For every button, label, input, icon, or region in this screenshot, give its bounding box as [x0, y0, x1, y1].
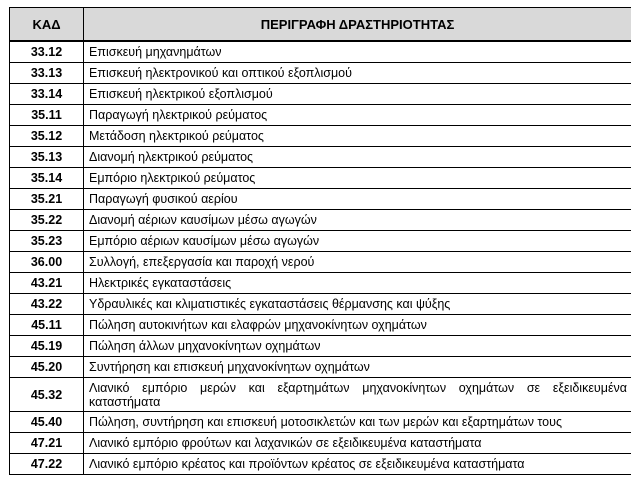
row-code: 43.22 — [10, 294, 84, 315]
row-description: Διανομή ηλεκτρικού ρεύματος — [84, 147, 632, 168]
row-description: Επισκευή ηλεκτρικού εξοπλισμού — [84, 84, 632, 105]
table-row — [10, 336, 632, 357]
activity-codes-sheet — [9, 7, 631, 484]
table-row — [10, 273, 632, 294]
row-description: Λιανικό εμπόριο φρούτων και λαχανικών σε εξειδικευμένα καταστήματα — [84, 433, 632, 454]
row-code: 33.14 — [10, 84, 84, 105]
row-code: 45.40 — [10, 412, 84, 433]
header-code: ΚΑΔ — [10, 8, 84, 42]
table-row — [10, 433, 632, 454]
header-row — [10, 8, 632, 42]
row-description: Ηλεκτρικές εγκαταστάσεις — [84, 273, 632, 294]
row-description: Επισκευή ηλεκτρονικού και οπτικού εξοπλισμού — [84, 63, 632, 84]
table-row — [10, 294, 632, 315]
row-code: 43.21 — [10, 273, 84, 294]
row-description: Επισκευή μηχανημάτων — [84, 41, 632, 63]
row-description: Πώληση, συντήρηση και επισκευή μοτοσικλετών και των μερών και εξαρτημάτων τους — [84, 412, 632, 433]
table-row — [10, 378, 632, 412]
row-code: 35.14 — [10, 168, 84, 189]
row-code: 33.12 — [10, 41, 84, 63]
row-description: Συλλογή, επεξεργασία και παροχή νερού — [84, 252, 632, 273]
row-description: Πώληση αυτοκινήτων και ελαφρών μηχανοκίνητων οχημάτων — [84, 315, 632, 336]
table-row — [10, 41, 632, 63]
row-code: 47.22 — [10, 454, 84, 475]
table-row — [10, 168, 632, 189]
row-code: 45.32 — [10, 378, 84, 412]
row-description: Εμπόριο αέριων καυσίμων μέσω αγωγών — [84, 231, 632, 252]
row-description: Παραγωγή ηλεκτρικού ρεύματος — [84, 105, 632, 126]
row-code: 33.13 — [10, 63, 84, 84]
table-row — [10, 147, 632, 168]
table-row — [10, 63, 632, 84]
row-description: Εμπόριο ηλεκτρικού ρεύματος — [84, 168, 632, 189]
table-row — [10, 210, 632, 231]
row-description: Μετάδοση ηλεκτρικού ρεύματος — [84, 126, 632, 147]
row-code: 35.22 — [10, 210, 84, 231]
row-description: Παραγωγή φυσικού αερίου — [84, 189, 632, 210]
table-row — [10, 126, 632, 147]
row-code: 45.19 — [10, 336, 84, 357]
row-code: 45.20 — [10, 357, 84, 378]
row-code: 36.00 — [10, 252, 84, 273]
table-row — [10, 84, 632, 105]
row-code: 45.11 — [10, 315, 84, 336]
row-description: Διανομή αέριων καυσίμων μέσω αγωγών — [84, 210, 632, 231]
table-row — [10, 454, 632, 475]
header-description: ΠΕΡΙΓΡΑΦΗ ΔΡΑΣΤΗΡΙΟΤΗΤΑΣ — [84, 8, 632, 42]
row-description: Λιανικό εμπόριο μερών και εξαρτημάτων μηχανοκίνητων οχημάτων σε εξειδικευμένα καταστήματα — [84, 378, 632, 412]
table-body — [10, 41, 632, 475]
row-code: 35.13 — [10, 147, 84, 168]
table-row — [10, 189, 632, 210]
table-header — [10, 8, 632, 42]
activity-codes-table — [9, 7, 631, 475]
row-description: Συντήρηση και επισκευή μηχανοκίνητων οχημάτων — [84, 357, 632, 378]
table-row — [10, 252, 632, 273]
row-code: 35.12 — [10, 126, 84, 147]
row-description: Υδραυλικές και κλιματιστικές εγκαταστάσεις θέρμανσης και ψύξης — [84, 294, 632, 315]
row-description: Λιανικό εμπόριο κρέατος και προϊόντων κρέατος σε εξειδικευμένα καταστήματα — [84, 454, 632, 475]
table-row — [10, 357, 632, 378]
row-code: 35.11 — [10, 105, 84, 126]
row-code: 47.21 — [10, 433, 84, 454]
table-row — [10, 412, 632, 433]
table-row — [10, 105, 632, 126]
table-row — [10, 315, 632, 336]
row-code: 35.23 — [10, 231, 84, 252]
table-row — [10, 231, 632, 252]
row-code: 35.21 — [10, 189, 84, 210]
row-description: Πώληση άλλων μηχανοκίνητων οχημάτων — [84, 336, 632, 357]
